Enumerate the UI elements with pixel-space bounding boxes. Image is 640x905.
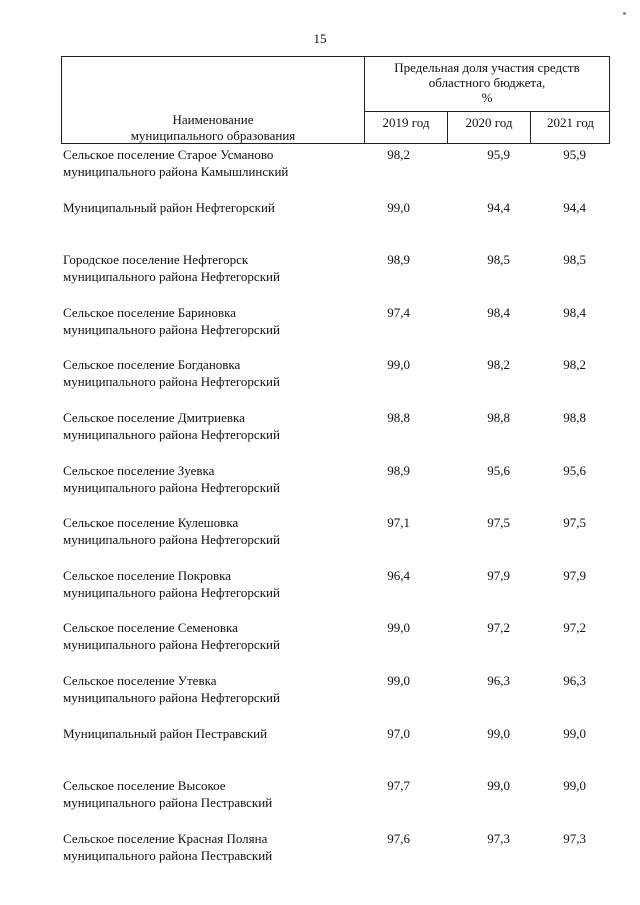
scan-speck xyxy=(623,12,626,15)
municipality-name: Сельское поселение Покровка муниципального района Нефтегорский xyxy=(63,567,280,600)
share-2021: 95,9 xyxy=(563,147,586,162)
municipality-name: Сельское поселение Богдановка муниципального района Нефтегорский xyxy=(63,357,280,390)
share-2019: 98,9 xyxy=(387,252,410,268)
municipality-name: Сельское поселение Высокое муниципального района Пестравский xyxy=(63,778,273,811)
share-2021: 94,4 xyxy=(563,199,586,215)
share-2019: 97,7 xyxy=(387,778,410,794)
share-2021: 98,4 xyxy=(563,304,586,320)
share-2021: 95,6 xyxy=(563,462,586,478)
share-2020: 94,4 xyxy=(487,199,510,215)
municipality-name: Сельское поселение Семеновка муниципального района Нефтегорский xyxy=(63,620,280,653)
share-2019: 97,0 xyxy=(387,725,410,741)
table-row xyxy=(61,251,610,304)
share-2020: 99,0 xyxy=(487,725,510,741)
share-2019: 98,9 xyxy=(387,462,410,478)
share-2020: 98,4 xyxy=(487,304,510,320)
municipality-name: Сельское поселение Красная Поляна муниципального района Пестравский xyxy=(63,830,273,863)
table-row xyxy=(61,830,610,883)
header-year-2019: 2019 год xyxy=(382,115,430,130)
share-2020: 97,5 xyxy=(487,515,510,531)
table-row xyxy=(61,672,610,725)
municipality-name: Сельское поселение Старое Усманово муниципального района Камышлинский xyxy=(63,147,289,179)
share-2019: 97,4 xyxy=(387,304,410,320)
municipality-name: Сельское поселение Дмитриевка муниципального района Нефтегорский xyxy=(63,409,280,442)
table-row xyxy=(61,199,610,252)
share-2021: 97,5 xyxy=(563,515,586,531)
page-number: 15 xyxy=(313,31,327,46)
table-row xyxy=(61,462,610,515)
table-row xyxy=(61,619,610,672)
municipality-name: Сельское поселение Бариновка муниципального района Нефтегорский xyxy=(63,304,280,337)
share-2021: 96,3 xyxy=(563,672,586,688)
header-year-2020: 2020 год xyxy=(465,115,513,130)
share-2019: 98,8 xyxy=(387,409,410,425)
table-row xyxy=(61,356,610,409)
share-2021: 98,8 xyxy=(563,409,586,425)
share-2020: 97,9 xyxy=(487,567,510,583)
share-2020: 96,3 xyxy=(487,672,510,688)
share-2020: 98,5 xyxy=(487,252,510,268)
share-2020: 95,9 xyxy=(487,147,510,162)
table-row xyxy=(61,777,610,830)
share-2020: 98,2 xyxy=(487,357,510,373)
share-2021: 98,5 xyxy=(563,252,586,268)
share-2021: 99,0 xyxy=(563,778,586,794)
share-2019: 99,0 xyxy=(387,199,410,215)
table-row xyxy=(61,146,610,199)
share-2020: 95,6 xyxy=(487,462,510,478)
table-row xyxy=(61,567,610,620)
share-2021: 97,9 xyxy=(563,567,586,583)
table-row xyxy=(61,514,610,567)
share-2019: 97,6 xyxy=(387,830,410,846)
share-2019: 99,0 xyxy=(387,620,410,636)
municipality-name: Городское поселение Нефтегорск муниципального района Нефтегорский xyxy=(63,252,280,285)
header-year-2021: 2021 год xyxy=(547,115,594,130)
share-2020: 97,3 xyxy=(487,830,510,846)
share-2019: 99,0 xyxy=(387,357,410,373)
municipality-name: Сельское поселение Кулешовка муниципального района Нефтегорский xyxy=(63,515,280,548)
municipality-name: Сельское поселение Утевка муниципального района Нефтегорский xyxy=(63,672,280,705)
share-2019: 96,4 xyxy=(387,567,410,583)
share-2020: 99,0 xyxy=(487,778,510,794)
header-name-column: Наименование муниципального образования xyxy=(130,112,296,143)
share-2020: 98,8 xyxy=(487,409,510,425)
share-2020: 97,2 xyxy=(487,620,510,636)
table-row xyxy=(61,304,610,357)
table-header xyxy=(61,56,610,144)
header-subdivider xyxy=(365,111,609,112)
share-2021: 98,2 xyxy=(563,357,586,373)
table-row xyxy=(61,409,610,462)
share-2019: 99,0 xyxy=(387,672,410,688)
header-group-column: Предельная доля участия средств областного бюджета, % xyxy=(394,60,580,105)
share-2019: 97,1 xyxy=(387,515,410,531)
table-body xyxy=(61,146,610,882)
municipality-name: Муниципальный район Нефтегорский xyxy=(63,199,275,215)
table-row xyxy=(61,725,610,778)
municipality-name: Сельское поселение Зуевка муниципального района Нефтегорский xyxy=(63,462,280,495)
share-2021: 97,3 xyxy=(563,830,586,846)
municipality-name: Муниципальный район Пестравский xyxy=(63,725,268,741)
share-2019: 98,2 xyxy=(387,147,410,162)
share-2021: 97,2 xyxy=(563,620,586,636)
share-2021: 99,0 xyxy=(563,725,586,741)
